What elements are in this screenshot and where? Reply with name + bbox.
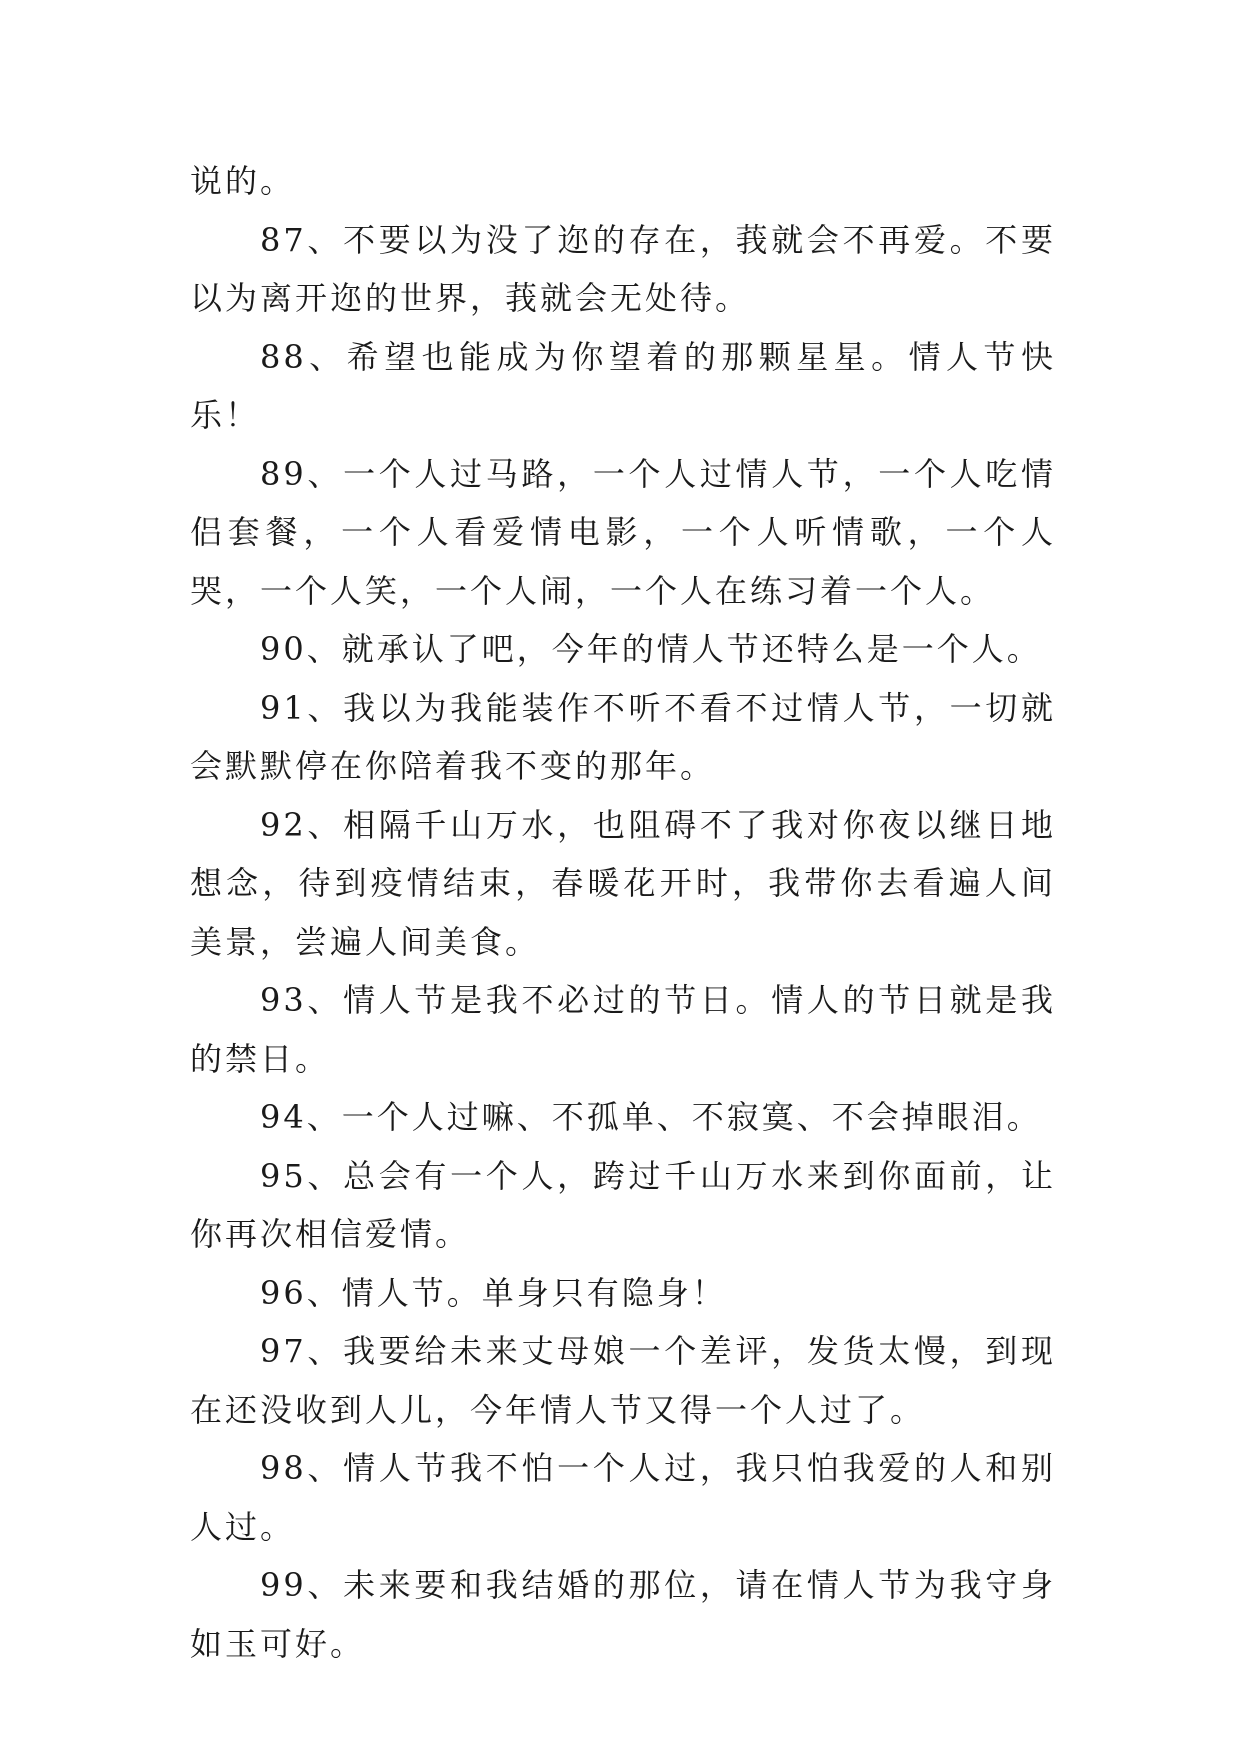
paragraph-continuation: 说的。 [190,162,296,200]
list-item-89: 89、一个人过马路，一个人过情人节，一个人吃情侣套餐，一个人看爱情电影，一个人听情歌，一个人哭，一个人笑，一个人闹，一个人在练习着一个人。 [190,454,1056,610]
list-item-96: 96、情人节。单身只有隐身！ [260,1273,727,1312]
list-item-93: 93、情人节是我不必过的节日。情人的节日就是我的禁日。 [190,981,1056,1078]
document-body [190,152,1056,1673]
list-item-97: 97、我要给未来丈母娘一个差评，发货太慢，到现在还没收到人儿，今年情人节又得一个人过了。 [190,1332,1056,1429]
list-item-99: 99、未来要和我结婚的那位，请在情人节为我守身如玉可好。 [190,1566,1056,1663]
list-item-95: 95、总会有一个人，跨过千山万水来到你面前，让你再次相信爱情。 [190,1156,1056,1253]
list-item-98: 98、情人节我不怕一个人过，我只怕我爱的人和别人过。 [190,1449,1056,1546]
list-item-94: 94、一个人过嘛、不孤单、不寂寞、不会掉眼泪。 [260,1098,1042,1136]
list-item-90: 90、就承认了吧，今年的情人节还特么是一个人。 [260,630,1042,668]
list-item-88: 88、希望也能成为你望着的那颗星星。情人节快乐！ [190,337,1056,434]
list-item-87: 87、不要以为没了迩的存在，莪就会不再爱。不要以为离开迩的世界，莪就会无处待。 [190,220,1056,317]
list-item-92: 92、相隔千山万水，也阻碍不了我对你夜以继日地想念，待到疫情结束，春暖花开时，我带你去看遍人间美景，尝遍人间美食。 [190,805,1056,961]
list-item-91: 91、我以为我能装作不听不看不过情人节，一切就会默默停在你陪着我不变的那年。 [190,688,1056,785]
